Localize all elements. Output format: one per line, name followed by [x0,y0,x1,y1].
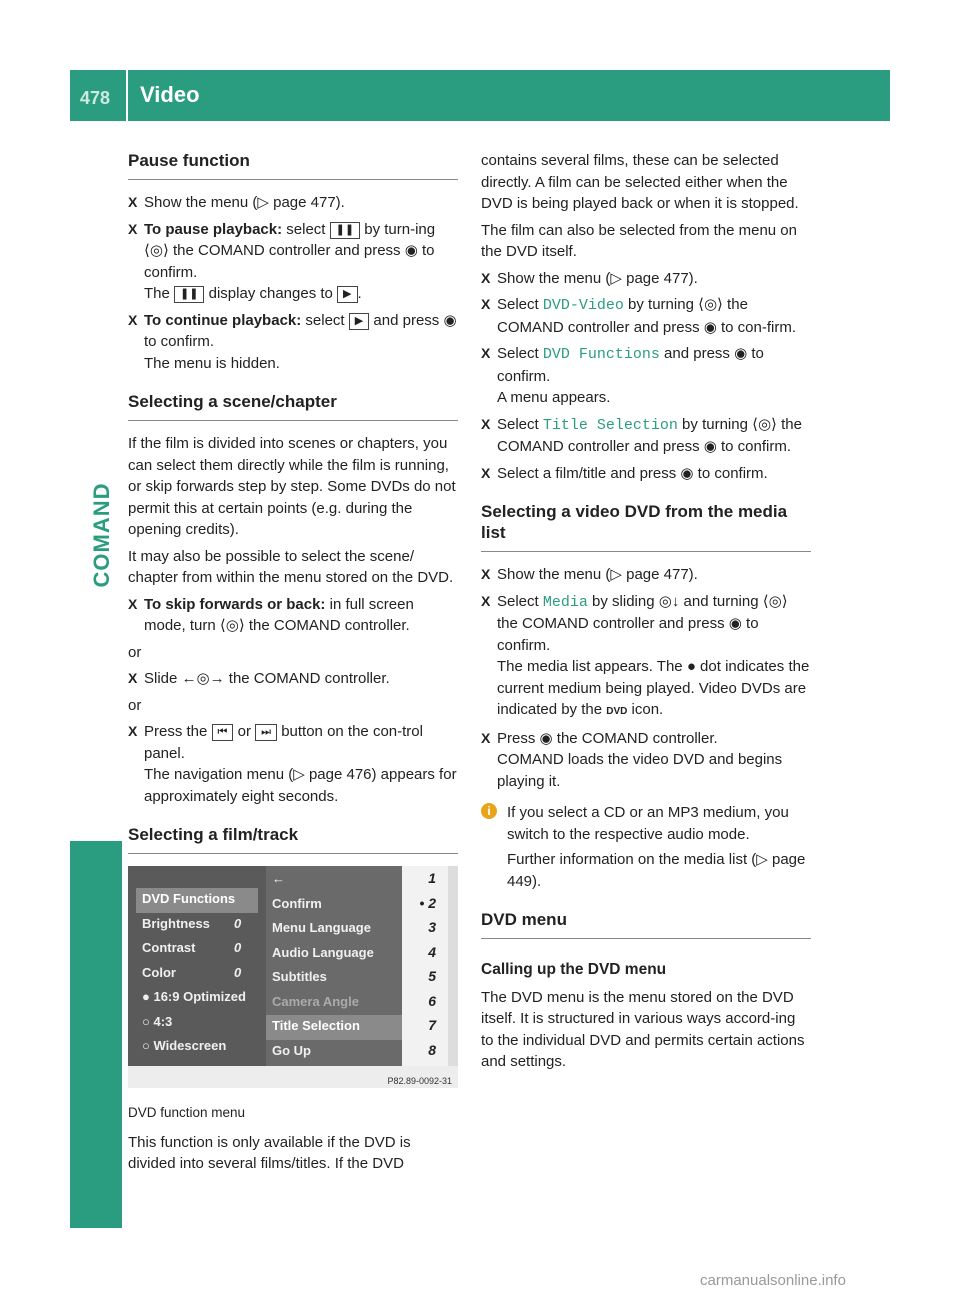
figure-code: P82.89-0092-31 [387,1076,452,1086]
dvd-icon: DVD [606,706,628,717]
section-title: Video [140,82,200,107]
paragraph: It may also be possible to select the scene/ chapter from within the menu stored on the DVD. [128,547,454,586]
screenshot-menu-item: Menu Language [272,920,371,935]
screenshot-menu-item: Brightness 0 [142,915,242,931]
turn-controller-icon: ⟨◎⟩ [752,415,777,433]
step: X Press ◉ the COMAND controller. COMAND loads the video DVD and begins playing it. [481,729,783,790]
step: X Show the menu (▷ page 477). [481,564,811,586]
screenshot-number: 5 [428,968,436,984]
step-marker: X [481,566,491,582]
pause-icon: ❚❚ [174,286,204,303]
step: X To pause playback: select ❚❚ by turn-ing ⟨◎⟩ the COMAND controller and press ◉ to confirm. The ❚❚ display changes to ▶ . [128,220,436,302]
step-marker: X [128,220,138,237]
screenshot-center-panel [266,866,402,1066]
slide-down-icon: ◎↓ [658,592,680,610]
heading-pause-function: Pause function [128,150,458,180]
press-controller-icon: ◉ [703,438,717,455]
press-controller-icon: ◉ [443,311,457,329]
slide-controller-icon: ←◎→ [181,670,225,687]
step: X Select Title Selection by turning ⟨◎⟩ the COMAND controller and press ◉ to confirm. [481,415,802,455]
screenshot-number: 7 [428,1017,436,1033]
skip-back-icon: ⏮ [212,724,234,741]
step-marker: X [481,345,491,361]
screenshot-scrollbar [448,866,458,1066]
subheading-calling-up-dvd-menu: Calling up the DVD menu [481,961,667,978]
step-marker: X [128,595,138,612]
heading-selecting-film: Selecting a film/track [128,824,458,854]
screenshot-menu-item: Audio Language [272,944,374,960]
step: X Slide ←◎→ the COMAND controller. [128,668,458,690]
heading-selecting-video-dvd: Selecting a video DVD from the media list [481,501,811,552]
screenshot-left-panel [142,888,258,1060]
pause-icon: ❚❚ [330,222,360,239]
step-marker: X [481,729,491,746]
paragraph: contains several films, these can be selected directly. A film can be selected either when the DVD is being played back or when it is stopped. [481,152,799,212]
screenshot-menu-item: ○ Widescreen [142,1038,227,1053]
screenshot-number: • 2 [419,894,436,911]
turn-controller-icon: ⟨◎⟩ [762,592,788,610]
screenshot-number: 4 [428,943,436,960]
screenshot-menu-item: Color 0 [142,964,242,980]
press-controller-icon: ◉ [539,729,553,747]
step: X Select a film/title and press ◉ to confirm. [481,463,811,485]
menu-item-media: Media [542,593,588,611]
screenshot-menu-item: ● 16:9 Optimized [142,989,246,1004]
watermark: carmanualsonline.info [700,1272,846,1289]
screenshot-menu-item: Go Up [272,1042,311,1058]
turn-controller-icon: ⟨◎⟩ [698,296,723,313]
paragraph: The film can also be selected from the menu on the DVD itself. [481,221,797,260]
paragraph: If the film is divided into scenes or chapters, you can select them directly while the film is running, or skip forwards step by step. Some DVDs do not permit this at certain points (e.g. during the opening credits). [128,435,456,538]
dvd-function-menu-screenshot [128,866,458,1088]
heading-dvd-menu: DVD menu [481,909,811,939]
step-marker: X [481,592,491,609]
press-controller-icon: ◉ [404,242,418,259]
screenshot-menu-item: Camera Angle [272,993,359,1009]
step: X Select DVD Functions and press ◉ to confirm. A menu appears. [481,345,764,406]
step: X Show the menu (▷ page 477). [481,268,811,290]
step: X To continue playback: select ▶ and press ◉ to confirm. The menu is hidden. [128,311,457,372]
press-controller-icon: ◉ [728,615,742,632]
chapter-tab-block [70,841,122,1228]
paragraph: This function is only available if the DVD is divided into several films/titles. If the DVD [128,1133,411,1172]
screenshot-menu-item: DVD Functions [136,888,258,913]
chapter-tab [82,470,122,600]
step: X Select DVD-Video by turning ⟨◎⟩ the COMAND controller and press ◉ to con-firm. [481,296,797,336]
screenshot-menu-item-selected: Title Selection [266,1015,402,1040]
screenshot-back-arrow: ← [272,871,285,886]
info-note: i If you select a CD or an MP3 medium, you switch to the respective audio mode. Further information on the media list (▷ page 449). [481,802,811,892]
page-header [70,70,890,121]
step-marker: X [128,311,138,328]
step-marker: X [481,269,491,286]
screenshot-footer [128,1066,458,1088]
turn-controller-icon: ⟨◎⟩ [144,242,169,259]
press-controller-icon: ◉ [734,345,748,362]
screenshot-menu-item: Contrast 0 [142,940,242,955]
step-marker: X [128,670,138,686]
screenshot-number: 3 [428,919,436,935]
figure-caption: DVD function menu [128,1105,246,1120]
or-text: or [128,696,142,714]
step-marker: X [128,194,138,210]
menu-item-dvd-functions: DVD Functions [542,346,660,363]
screenshot-menu-item: ○ 4:3 [142,1013,173,1029]
screenshot-menu-item: Confirm [272,895,322,911]
or-text: or [128,643,142,661]
screenshot-menu-item: Subtitles [272,969,327,984]
step: X Select Media by sliding ◎↓ and turning ⟨◎⟩ the COMAND controller and press ◉ to confirm. The media list appears. The ● dot indicates the current medium being played. Video DVDs are indicated by the DVD icon. [481,592,810,718]
menu-item-dvd-video: DVD-Video [542,297,624,314]
skip-forward-icon: ⏭ [255,724,277,741]
play-icon: ▶ [337,286,357,303]
step-marker: X [481,296,491,312]
right-column [481,150,811,1078]
screenshot-number: 6 [428,992,436,1009]
turn-controller-icon: ⟨◎⟩ [219,617,245,634]
header-divider [126,70,128,121]
step: X To skip forwards or back: in full screen mode, turn ⟨◎⟩ the COMAND controller. [128,595,414,634]
screenshot-number: 1 [428,870,436,886]
menu-item-title-selection: Title Selection [542,416,678,434]
screenshot-number: 8 [428,1041,436,1058]
step: X Show the menu (▷ page 477). [128,192,458,214]
step: X Press the ⏮ or ⏭ button on the con-trol panel. The navigation menu (▷ page 476) appears for approximately eight seconds. [128,723,457,805]
press-controller-icon: ◉ [703,318,717,336]
step-marker: X [481,415,491,432]
heading-selecting-scene: Selecting a scene/chapter [128,391,458,421]
info-icon: i [481,803,497,819]
chapter-tab-label: COMAND [89,482,114,588]
press-controller-icon: ◉ [680,464,694,482]
left-column [128,150,458,1180]
page-number: 478 [80,88,111,108]
step-marker: X [128,723,138,739]
play-icon: ▶ [349,313,369,330]
screenshot-number-list [402,866,448,1066]
paragraph: The DVD menu is the menu stored on the DVD itself. It is structured in various ways accord-ing to the individual DVD and permits certain actions and settings. [481,988,805,1070]
step-marker: X [481,464,491,481]
